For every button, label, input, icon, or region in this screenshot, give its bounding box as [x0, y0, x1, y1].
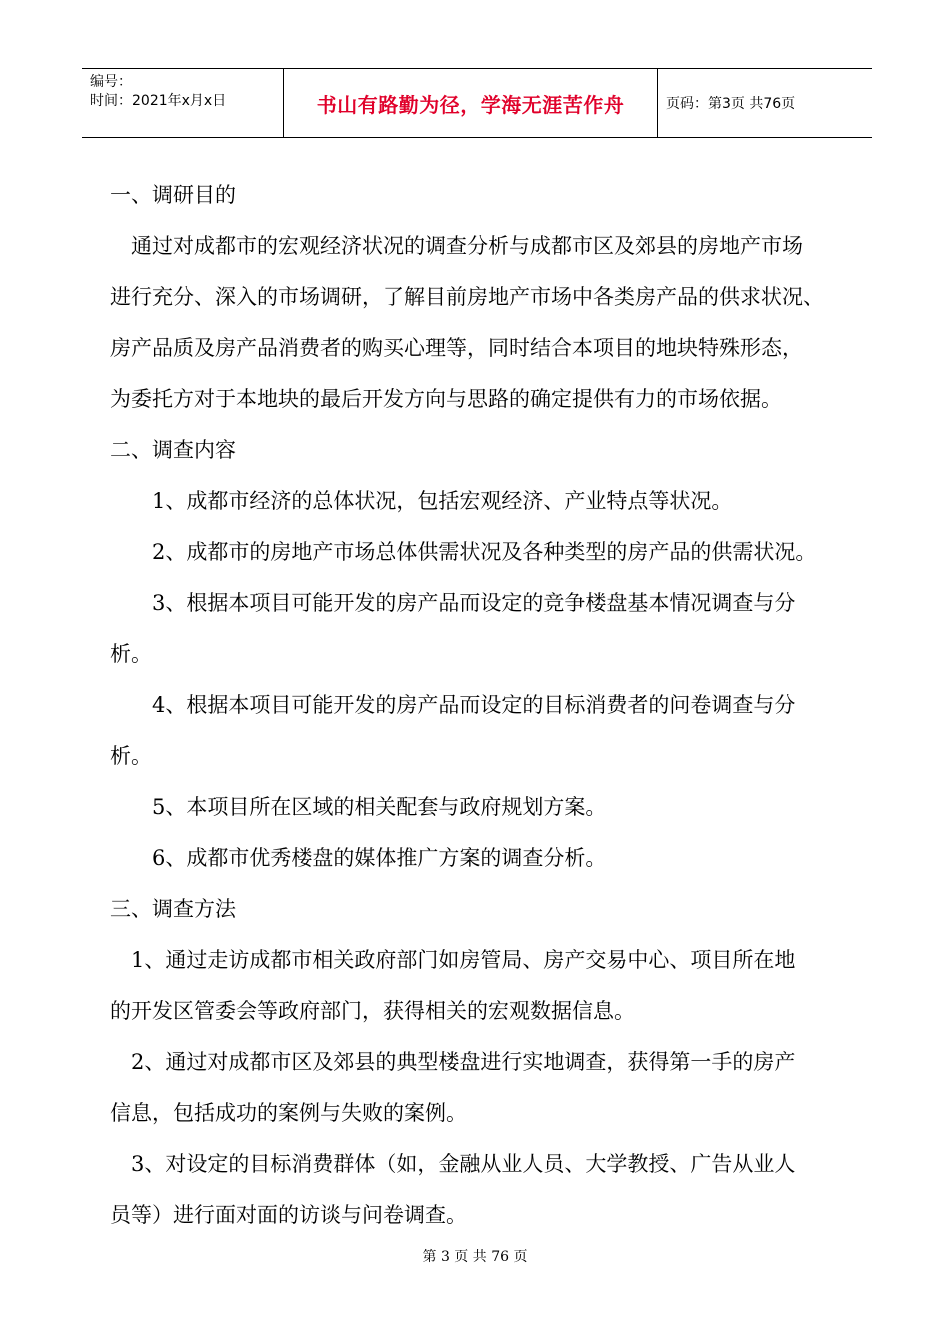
document-header: [82, 68, 872, 138]
list-item: 2、通过对成都市区及郊县的典型楼盘进行实地调查，获得第一手的房产: [131, 1050, 796, 1074]
list-item: 1、通过走访成都市相关政府部门如房管局、房产交易中心、项目所在地: [131, 948, 796, 972]
section-heading-purpose: 一、调研目的: [110, 183, 236, 207]
list-item-continuation: 析。: [110, 642, 152, 666]
header-motto: 书山有路勤为径，学海无涯苦作舟: [284, 69, 658, 137]
section-heading-method: 三、调查方法: [110, 897, 236, 921]
list-item: 4、根据本项目可能开发的房产品而设定的目标消费者的问卷调查与分: [152, 693, 796, 717]
document-body: [110, 170, 850, 1241]
section-heading-content: 二、调查内容: [110, 438, 236, 462]
list-item-continuation: 的开发区管委会等政府部门，获得相关的宏观数据信息。: [110, 999, 635, 1023]
paragraph-line: 房产品质及房产品消费者的购买心理等，同时结合本项目的地块特殊形态，: [110, 336, 803, 360]
paragraph-line: 进行充分、深入的市场调研，了解目前房地产市场中各类房产品的供求状况、: [110, 285, 824, 309]
list-item-continuation: 信息，包括成功的案例与失败的案例。: [110, 1101, 467, 1125]
list-item: 5、本项目所在区域的相关配套与政府规划方案。: [152, 795, 607, 819]
list-item: 3、根据本项目可能开发的房产品而设定的竞争楼盘基本情况调查与分: [152, 591, 796, 615]
list-item: 2、成都市的房地产市场总体供需状况及各种类型的房产品的供需状况。: [152, 540, 817, 564]
header-page-info: 页码：第3页 共76页: [666, 96, 796, 112]
list-item: 1、成都市经济的总体状况，包括宏观经济、产业特点等状况。: [152, 489, 733, 513]
list-item: 6、成都市优秀楼盘的媒体推广方案的调查分析。: [152, 846, 607, 870]
page-footer: 第 3 页 共 76 页: [422, 1249, 528, 1265]
paragraph-line: 为委托方对于本地块的最后开发方向与思路的确定提供有力的市场依据。: [110, 387, 782, 411]
list-item: 3、对设定的目标消费群体（如，金融从业人员、大学教授、广告从业人: [131, 1152, 796, 1176]
list-item-continuation: 析。: [110, 744, 152, 768]
document-number-label: 编号：: [90, 74, 132, 90]
header-meta-cell: [82, 69, 284, 137]
document-time-label: 时间：2021年x月x日: [90, 93, 227, 109]
paragraph-line: 通过对成都市的宏观经济状况的调查分析与成都市区及郊县的房地产市场: [131, 234, 803, 258]
list-item-continuation: 员等）进行面对面的访谈与问卷调查。: [110, 1203, 467, 1227]
